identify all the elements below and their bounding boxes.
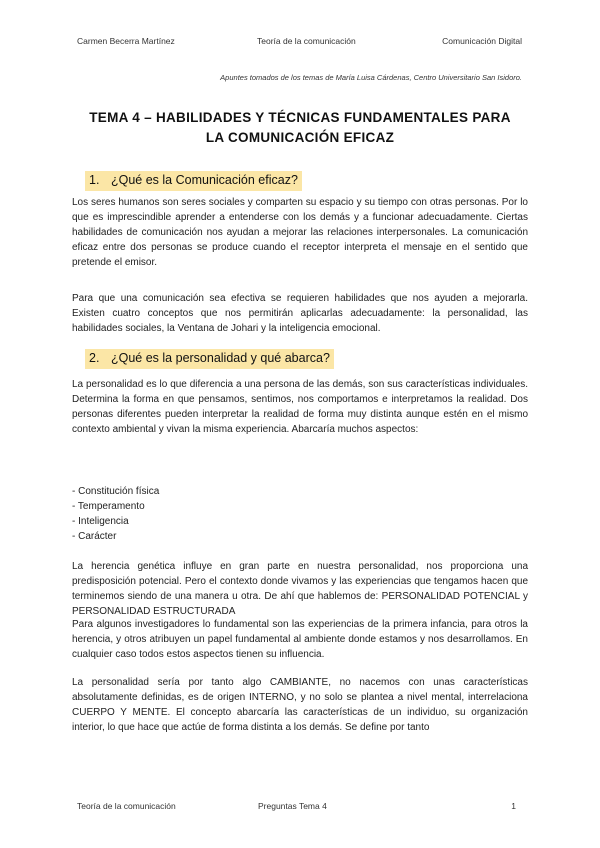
section-2-paragraph-1: La personalidad es lo que diferencia a una persona de las demás, son sus características individuales. Determina la forma en que pensamos, sentimos, nos comportamos e interpretamos la realidad. Dos personas diferentes pueden interpretar la realidad de forma muy distinta aunque estén en el mismo contexto ambiental y vivan la misma experiencia. Abarcaría muchos aspectos: bbox=[72, 379, 528, 435]
section-2-paragraph-2: La herencia genética influye en gran parte en nuestra personalidad, nos proporciona una predisposición potencial. Pero el contexto donde vivamos y las experiencias que tengamos hacen que terminemos siendo de una manera u otra. De ahí que hablemos de: PERSONALIDAD POTENCIAL y PERSONALIDAD ESTRUCTURADA bbox=[72, 561, 528, 617]
list-item: - Temperamento bbox=[72, 501, 145, 512]
header-author: Carmen Becerra Martínez bbox=[77, 36, 175, 46]
section-1-title: ¿Qué es la Comunicación eficaz? bbox=[111, 173, 298, 187]
section-2-paragraph-4: La personalidad sería por tanto algo CAMBIANTE, no nacemos con unas características absolutamente definidas, es de origen INTERNO, y no solo se plantea a nivel mental, interrelaciona CUERPO Y MENTE. El concepto abarcaría las características de un individuo, su organización interior, lo que hace que actúe de forma distinta a los demás. Se define por tanto bbox=[72, 677, 528, 733]
notes-source-line: Apuntes tomados de los temas de María Luisa Cárdenas, Centro Universitario San Isidoro. bbox=[220, 73, 522, 82]
footer-page-number: 1 bbox=[511, 801, 516, 811]
list-item: - Inteligencia bbox=[72, 516, 129, 527]
page-title bbox=[72, 108, 528, 148]
section-2-paragraph-3: Para algunos investigadores lo fundamental son las experiencias de la primera infancia, para otros la herencia, y otros atribuyen un papel fundamental al ambiente donde estamos y nos desarrollamos. En cualquier caso todos estos aspectos tienen su influencia. bbox=[72, 619, 528, 660]
section-1-paragraph-2: Para que una comunicación sea efectiva se requieren habilidades que nos ayuden a mejorarla. Existen cuatro conceptos que nos permitirán aplicarlas adecuadamente: la personalidad, las habilidades sociales, la Ventana de Johari y la inteligencia emocional. bbox=[72, 293, 528, 334]
title-line-1: TEMA 4 – HABILIDADES Y TÉCNICAS FUNDAMENTALES PARA bbox=[89, 110, 511, 125]
footer-subject: Teoría de la comunicación bbox=[77, 801, 176, 811]
header-course: Comunicación Digital bbox=[442, 36, 522, 46]
footer-document: Preguntas Tema 4 bbox=[258, 801, 327, 811]
section-2-heading bbox=[85, 349, 334, 369]
list-item: - Carácter bbox=[72, 531, 117, 542]
title-line-2: LA COMUNICACIÓN EFICAZ bbox=[205, 130, 395, 145]
section-2-number: 2. bbox=[89, 351, 100, 365]
section-1-number: 1. bbox=[89, 173, 100, 187]
section-1-heading bbox=[85, 171, 302, 191]
section-2-title: ¿Qué es la personalidad y qué abarca? bbox=[111, 351, 330, 365]
list-item: - Constitución física bbox=[72, 486, 160, 497]
aspects-list bbox=[72, 484, 528, 544]
header-subject: Teoría de la comunicación bbox=[257, 36, 356, 46]
section-1-paragraph-1: Los seres humanos son seres sociales y comparten su espacio y su tiempo con otras personas. Por lo que es imprescindible aprender a entenderse con los demás y a funcionar adecuadamente. Ciertas habilidades de comunicación nos ayudan a mejorar las relaciones interpersonales. La comunicación eficaz entre dos personas se produce cuando el receptor interpreta el mensaje en el sentido que pretende el emisor. bbox=[72, 197, 528, 268]
